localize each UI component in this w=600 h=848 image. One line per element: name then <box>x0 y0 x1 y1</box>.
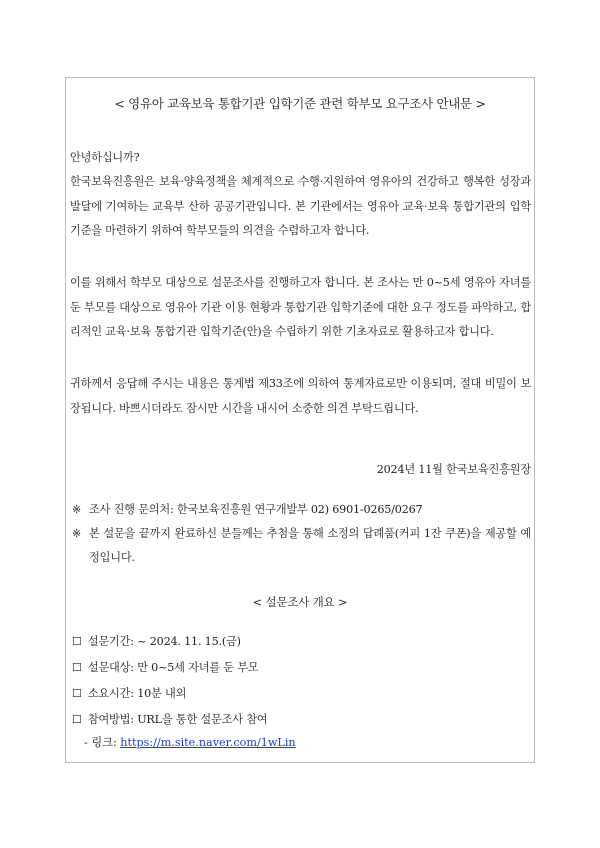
checkbox-icon: ☐ <box>72 713 82 726</box>
checkbox-icon: ☐ <box>72 661 82 674</box>
overview-title: < 설문조사 개요 > <box>252 595 348 609</box>
overview-item-period <box>72 633 241 649</box>
overview-item-duration <box>72 685 186 701</box>
paragraph-privacy: 귀하께서 응답해 주시는 내용은 통계법 제33조에 의하여 통계자료로만 이용되며, 절대 비밀이 보장됩니다. 바쁘시더라도 잠시만 시간을 내시어 소중한 의견 부탁드립니다. <box>70 377 531 415</box>
survey-link-line <box>84 734 296 750</box>
note-contact <box>72 498 531 522</box>
note-reward <box>72 522 531 570</box>
overview-item-text: 소요시간: 10분 내외 <box>87 687 187 700</box>
overview-item-text: 참여방법: URL을 통한 설문조사 참여 <box>87 713 268 726</box>
paragraph-purpose: 이를 위해서 학부모 대상으로 설문조사를 진행하고자 합니다. 본 조사는 만 0~5세 영유아 자녀를 둔 부모를 대상으로 영유아 기관 이용 현황과 통합기관 입학기준에 대한 요구 정도를 파악하고, 합리적인 교육·보육 통합기관 입학기준(안)을 수립하기 위한 기초자료로 활용하고자 합니다. <box>70 276 531 338</box>
survey-url-link[interactable]: https://m.site.naver.com/1wLin <box>120 736 296 749</box>
notice-title: < 영유아 교육보육 통합기관 입학기준 관련 학부모 요구조사 안내문 > <box>114 96 486 111</box>
greeting: 안녕하십니까? <box>70 151 140 164</box>
overview-item-text: 설문대상: 만 0~5세 자녀를 둔 부모 <box>87 661 259 674</box>
note-contact-text: 조사 진행 문의처: 한국보육진흥원 연구개발부 02) 6901-0265/0267 <box>89 503 423 516</box>
note-reward-text: 본 설문을 끝까지 완료하신 분들께는 추첨을 통해 소정의 답례품(커피 1잔 쿠폰)을 제공할 예정입니다. <box>89 527 531 564</box>
link-prefix: - 링크: <box>84 736 121 749</box>
overview-item-text: 설문기간: ~ 2024. 11. 15.(금) <box>87 635 241 648</box>
reference-mark-icon: ※ <box>72 503 82 516</box>
reference-mark-icon: ※ <box>72 527 82 540</box>
overview-item-method <box>72 711 267 727</box>
checkbox-icon: ☐ <box>72 635 82 648</box>
paragraph-intro: 한국보육진흥원은 보육·양육정책을 체계적으로 수행·지원하여 영유아의 건강하고 행복한 성장과 발달에 기여하는 교육부 산하 공공기관입니다. 본 기관에서는 영유아 교육·보육 통합기관의 입학기준을 마련하기 위하여 학부모들의 의견을 수렴하고자 합니다. <box>70 175 531 237</box>
checkbox-icon: ☐ <box>72 687 82 700</box>
overview-item-target <box>72 659 259 675</box>
signature: 2024년 11월 한국보육진흥원장 <box>376 463 531 476</box>
